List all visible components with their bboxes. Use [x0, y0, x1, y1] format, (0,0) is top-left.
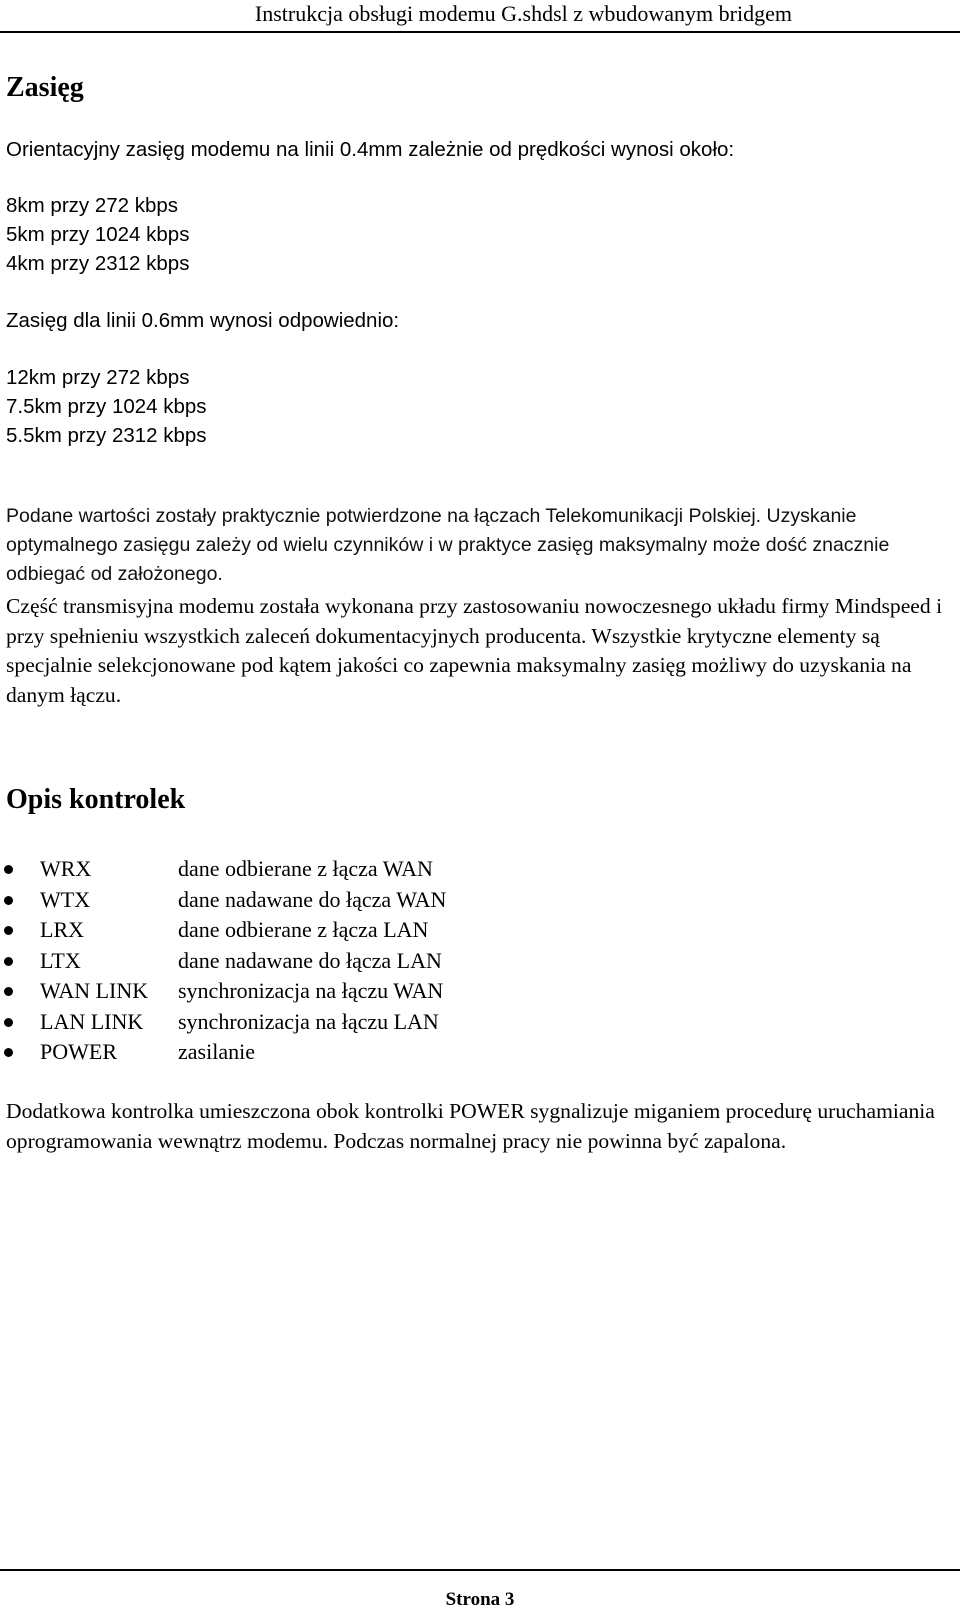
indicator-code: WRX: [40, 856, 92, 881]
bullet-icon: [4, 987, 13, 996]
indicator-description: dane nadawane do łącza WAN: [178, 886, 447, 912]
range-intro-06: Zasięg dla linii 0.6mm wynosi odpowiednio:: [6, 309, 400, 332]
indicator-code: LAN LINK: [40, 1008, 144, 1034]
footer-rule: [0, 1569, 960, 1571]
range-note-sans: Podane wartości zostały praktycznie potwierdzone na łączach Telekomunikacji Polskiej. Uzyskanie optymalnego zasięgu zależy od wielu czynników i w praktyce zasięg maksymalny może dość znacznie odbiegać od założonego.: [6, 505, 890, 585]
bullet-icon: [4, 1048, 13, 1057]
range-04-item-1: 8km przy 272 kbps: [6, 194, 179, 217]
bullet-icon: [4, 865, 13, 874]
indicators-note: Dodatkowa kontrolka umieszczona obok kontrolki POWER sygnalizuje miganiem procedurę uruchamiania oprogramowania wewnątrz modemu. Podczas normalnej pracy nie powinna być zapalona.: [6, 1099, 935, 1153]
range-heading: Zasięg: [6, 72, 84, 103]
indicators-heading: Opis kontrolek: [6, 784, 186, 815]
range-06-item-3: 5.5km przy 2312 kbps: [6, 424, 207, 447]
indicator-description: dane odbierane z łącza WAN: [178, 856, 433, 881]
indicator-code: LTX: [40, 947, 81, 973]
indicator-code: WAN LINK: [40, 978, 149, 1003]
header-title: Instrukcja obsługi modemu G.shdsl z wbudowanym bridgem: [254, 1, 792, 26]
indicator-code: WTX: [40, 886, 91, 912]
range-note-serif: Część transmisyjna modemu została wykonana przy zastosowaniu nowoczesnego układu firmy Mindspeed i przy spełnieniu wszystkich zaleceń dokumentacyjnych producenta. Wszystkie krytyczne elementy są specjalnie selekcjonowane pod kątem jakości co zapewnia maksymalny zasięg możliwy do uzyskania na danym łączu.: [6, 594, 943, 707]
indicator-code: LRX: [40, 917, 84, 942]
page-number: Strona 3: [445, 1589, 515, 1610]
indicator-code: POWER: [40, 1039, 117, 1064]
range-06-item-1: 12km przy 272 kbps: [6, 366, 190, 389]
bullet-icon: [4, 1018, 13, 1027]
range-04-item-2: 5km przy 1024 kbps: [6, 223, 190, 246]
indicator-description: dane odbierane z łącza LAN: [178, 917, 429, 942]
header-rule: [0, 31, 960, 33]
indicator-description: synchronizacja na łączu WAN: [178, 978, 444, 1003]
bullet-icon: [4, 896, 13, 905]
bullet-icon: [4, 957, 13, 966]
indicator-description: synchronizacja na łączu LAN: [178, 1008, 439, 1034]
range-06-item-2: 7.5km przy 1024 kbps: [6, 395, 207, 418]
indicator-description: dane nadawane do łącza LAN: [178, 947, 442, 973]
range-04-item-3: 4km przy 2312 kbps: [6, 252, 190, 275]
indicator-description: zasilanie: [178, 1039, 255, 1064]
bullet-icon: [4, 926, 13, 935]
range-intro-04: Orientacyjny zasięg modemu na linii 0.4mm zależnie od prędkości wynosi około:: [6, 138, 735, 161]
